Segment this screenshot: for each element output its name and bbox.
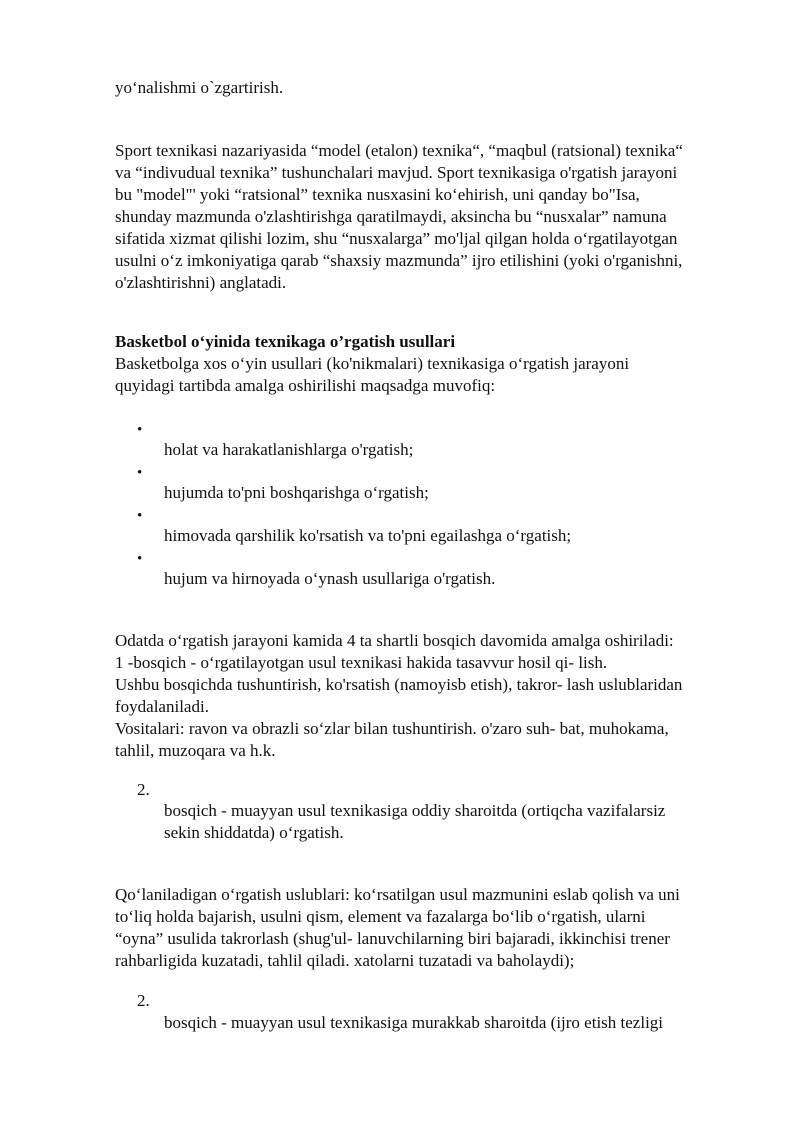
list-number: 2. <box>137 991 150 1010</box>
list-item: holat va harakatlanishlarga o'rgatish; <box>164 440 414 459</box>
text-line: sekin shiddatda) o‘rgatish. <box>164 823 344 842</box>
paragraph-model-technique <box>115 140 775 294</box>
text-line: Vositalari: ravon va obrazli so‘zlar bilan tushuntirish. o'zaro suh- bat, muhokama, <box>115 719 669 738</box>
text-line: sifatida xizmat qilishi lozim, shu “nusxalarga” mo'ljal qilgan holda o‘rgatilayotgan <box>115 229 678 248</box>
text-line: o'zlashtirishni) anglatadi. <box>115 273 287 292</box>
text-line: usulni o‘z imkoniyatiga qarab “shaxsiy mazmunda” ijro etilishini (yoki o'rganishni, <box>115 251 683 270</box>
text-line: bosqich - muayyan usul texnikasiga oddiy sharoitda (ortiqcha vazifalarsiz <box>164 801 666 820</box>
top-fragment: yo‘nalishmi o`zgartirish. <box>115 78 284 97</box>
list-item: hujum va hirnoyada o‘ynash usullariga o'rgatish. <box>164 569 496 588</box>
intro-paragraph <box>115 353 775 397</box>
text-line: foydalaniladi. <box>115 697 209 716</box>
text-line: Qo‘laniladigan o‘rgatish uslublari: ko‘rsatilgan usul mazmunini eslab qolish va uni <box>115 885 680 904</box>
text-line: va “indivudual texnika” tushunchalari mavjud. Sport texnikasiga o'rgatish jarayoni <box>115 163 678 182</box>
text-line: bu "model"' yoki “ratsional” texnika nusxasini ko‘ehirish, uni qanday bo"Isa, <box>115 185 640 204</box>
text-line: shunday mazmunda o'zlashtirishga qaratilmaydi, aksincha bu “nusxalar” namuna <box>115 207 667 226</box>
list-item-text: bosqich - muayyan usul texnikasiga murakkab sharoitda (ijro etish tezligi <box>164 1013 664 1032</box>
section-heading: Basketbol o‘yinida texnikaga o’rgatish usullari <box>115 332 456 351</box>
bullet-marker: • <box>137 508 143 524</box>
text-line: Ushbu bosqichda tushuntirish, ko'rsatish (namoyisb etish), takror- lash uslublaridan <box>115 675 683 694</box>
text-line: “oyna” usulida takrorlash (shug'ul- lanuvchilarning biri bajaradi, ikkinchisi trener <box>115 929 670 948</box>
text-line: to‘liq holda bajarish, usulni qism, element va fazalarga bo‘lib o‘rgatish, ularni <box>115 907 646 926</box>
list-item: hujumda to'pni boshqarishga o‘rgatish; <box>164 483 429 502</box>
list-item-text <box>164 800 764 844</box>
text-line: rahbarligida kuzatadi, tahlil qiladi. xatolarni tuzatadi va baholaydi); <box>115 951 575 970</box>
bullet-marker: • <box>137 551 143 567</box>
methods-paragraph <box>115 884 775 972</box>
text-line: Sport texnikasi nazariyasida “model (etalon) texnika“, “maqbul (ratsional) texnika“ <box>115 141 683 160</box>
list-number: 2. <box>137 780 150 799</box>
bullet-marker: • <box>137 465 143 481</box>
bullet-marker: • <box>137 422 143 438</box>
text-line: tahlil, muzoqara va h.k. <box>115 741 276 760</box>
text-line: 1 -bosqich - o‘rgatilayotgan usul texnikasi hakida tasavvur hosil qi- lish. <box>115 653 608 672</box>
text-line: quyidagi tartibda amalga oshirilishi maqsadga muvofiq: <box>115 376 496 395</box>
stages-paragraph <box>115 630 775 762</box>
list-item: himovada qarshilik ko'rsatish va to'pni egailashga o‘rgatish; <box>164 526 572 545</box>
text-line: Odatda o‘rgatish jarayoni kamida 4 ta shartli bosqich davomida amalga oshiriladi: <box>115 631 674 650</box>
text-line: Basketbolga xos o‘yin usullari (ko'nikmalari) texnikasiga o‘rgatish jarayoni <box>115 354 630 373</box>
